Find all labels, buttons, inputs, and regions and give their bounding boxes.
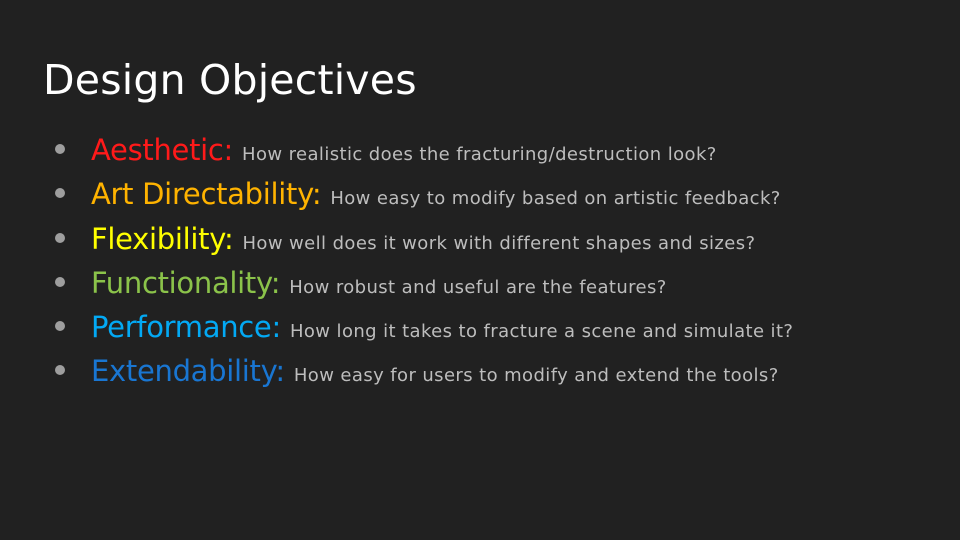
objective-term: Aesthetic: [91, 133, 234, 167]
objectives-list [55, 133, 935, 399]
bullet-dot-icon [55, 188, 65, 198]
slide-title: Design Objectives [43, 56, 417, 104]
objective-description: How well does it work with different shapes and sizes? [242, 232, 756, 254]
objective-item-flexibility [55, 222, 935, 266]
objective-term: Performance: [91, 310, 281, 345]
bullet-dot-icon [55, 144, 65, 154]
objective-term: Functionality: [91, 265, 281, 300]
objective-description: How realistic does the fracturing/destruction look? [242, 144, 717, 165]
objective-item-art-directability [55, 177, 935, 221]
objective-term: Extendability: [91, 354, 285, 389]
objective-item-aesthetic [55, 133, 935, 177]
bullet-dot-icon [55, 277, 65, 287]
bullet-dot-icon [55, 321, 65, 331]
objective-term: Art Directability: [91, 177, 322, 212]
objective-item-extendability [55, 354, 935, 398]
bullet-dot-icon [55, 365, 65, 375]
objective-term: Flexibility: [91, 221, 234, 256]
objective-item-functionality [55, 266, 935, 310]
objective-item-performance [55, 310, 935, 354]
objective-description: How easy for users to modify and extend the tools? [293, 365, 779, 387]
objective-description: How robust and useful are the features? [289, 276, 667, 298]
objective-description: How easy to modify based on artistic feedback? [330, 188, 781, 210]
objective-description: How long it takes to fracture a scene and simulate it? [289, 321, 794, 343]
bullet-dot-icon [55, 233, 65, 243]
